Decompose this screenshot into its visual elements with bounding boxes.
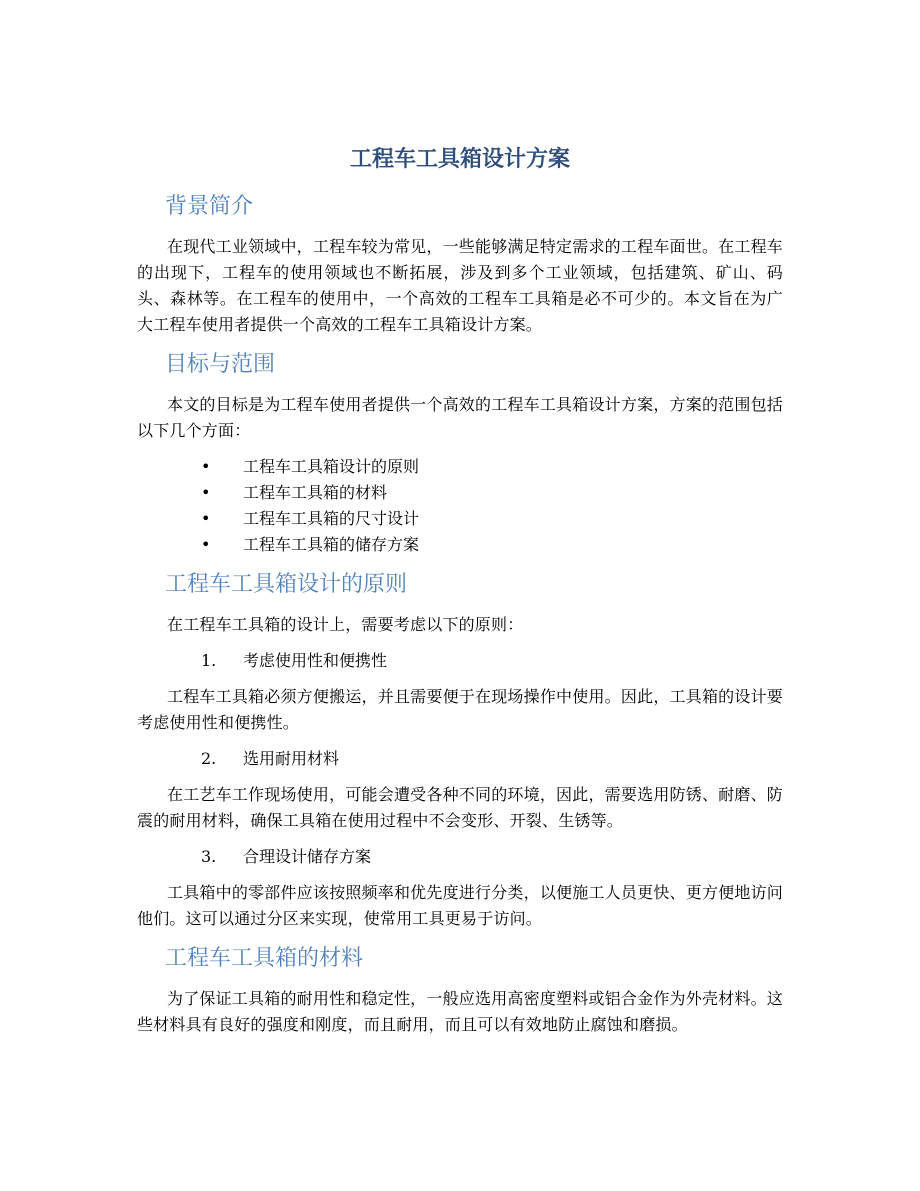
- bullet-icon: •: [201, 535, 211, 554]
- item-number: 3.: [201, 847, 217, 866]
- principle-paragraph: 在工艺车工作现场使用，可能会遭受各种不同的环境，因此，需要选用防锈、耐磨、防震的耐用材料，确保工具箱在使用过程中不会变形、开裂、生锈等。: [137, 785, 783, 830]
- bullet-icon: •: [201, 509, 211, 528]
- item-label: 合理设计储存方案: [243, 847, 372, 866]
- list-item: [137, 532, 783, 558]
- numbered-item: [137, 844, 783, 870]
- list-item-text: 工程车工具箱的尺寸设计: [243, 509, 420, 528]
- heading-background: 背景简介: [165, 194, 254, 219]
- principle-paragraph: 工具箱中的零部件应该按照频率和优先度进行分类，以便施工人员更快、更方便地访问他们。这可以通过分区来实现，使常用工具更易于访问。: [137, 883, 783, 928]
- document-title: 工程车工具箱设计方案: [349, 146, 570, 172]
- heading-goals: 目标与范围: [165, 352, 276, 377]
- list-item: [137, 454, 783, 480]
- item-number: 1.: [201, 651, 217, 670]
- numbered-item: [137, 746, 783, 772]
- bullet-icon: •: [201, 483, 211, 502]
- principle-paragraph: 工程车工具箱必须方便搬运，并且需要便于在现场操作中使用。因此，工具箱的设计要考虑使用性和便携性。: [137, 687, 783, 732]
- item-label: 选用耐用材料: [243, 749, 340, 768]
- background-paragraph: 在现代工业领域中，工程车较为常见，一些能够满足特定需求的工程车面世。在工程车的出现下，工程车的使用领域也不断拓展，涉及到多个工业领域，包括建筑、矿山、码头、森林等。在工程车的使用中，一个高效的工程车工具箱是必不可少的。本文旨在为广大工程车使用者提供一个高效的工程车工具箱设计方案。: [137, 237, 783, 334]
- item-number: 2.: [201, 749, 217, 768]
- list-item: [137, 506, 783, 532]
- list-item-text: 工程车工具箱的储存方案: [243, 535, 420, 554]
- numbered-item: [137, 648, 783, 674]
- goals-paragraph: 本文的目标是为工程车使用者提供一个高效的工程车工具箱设计方案，方案的范围包括以下几个方面：: [137, 395, 783, 440]
- list-item-text: 工程车工具箱设计的原则: [243, 457, 420, 476]
- goals-bullet-list: [137, 454, 783, 558]
- heading-materials: 工程车工具箱的材料: [165, 946, 364, 971]
- heading-principles: 工程车工具箱设计的原则: [165, 572, 408, 597]
- bullet-icon: •: [201, 457, 211, 476]
- principles-intro: 在工程车工具箱的设计上，需要考虑以下的原则：: [167, 615, 524, 634]
- list-item-text: 工程车工具箱的材料: [243, 483, 388, 502]
- item-label: 考虑使用性和便携性: [243, 651, 388, 670]
- list-item: [137, 480, 783, 506]
- materials-paragraph: 为了保证工具箱的耐用性和稳定性，一般应选用高密度塑料或铝合金作为外壳材料。这些材料具有良好的强度和刚度，而且耐用，而且可以有效地防止腐蚀和磨损。: [137, 989, 783, 1034]
